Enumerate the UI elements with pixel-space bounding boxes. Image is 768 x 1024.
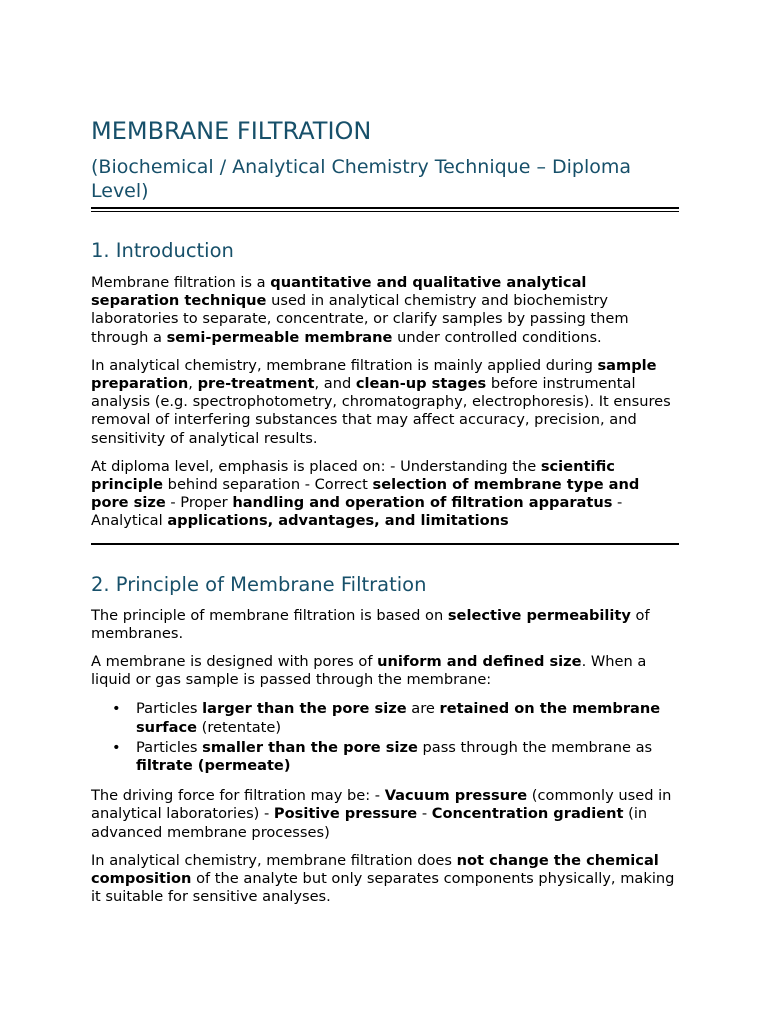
principle-paragraph-2: A membrane is designed with pores of uniform and defined size. When a liquid or gas sample is passed through the membrane: bbox=[91, 653, 647, 689]
title-divider bbox=[91, 207, 679, 212]
principle-paragraph-1: The principle of membrane filtration is based on selective permeability of membranes. bbox=[91, 606, 650, 642]
principle-paragraph-3: The driving force for filtration may be: - Vacuum pressure (commonly used in analytical laboratories) - Positive pressure - Concentration gradient (in advanced membrane processes) bbox=[91, 787, 672, 841]
bold-run: pre-treatment bbox=[197, 375, 315, 393]
bullet-icon: • bbox=[112, 700, 121, 718]
document-content bbox=[91, 116, 679, 906]
document-title: MEMBRANE FILTRATION bbox=[91, 117, 372, 145]
bold-run: not change the chemical composition bbox=[91, 851, 659, 888]
bold-run: selection of membrane type and pore size bbox=[91, 476, 640, 512]
bold-run: handling and operation of filtration apparatus bbox=[232, 494, 613, 512]
intro-paragraph-2: In analytical chemistry, membrane filtration is mainly applied during sample preparation, pre-treatment, and clean-up stages before instrumental analysis (e.g. spectrophotometry, chromatography, electrophoresis). It ensures removal of interfering substances that may affect accuracy, precision, and sensitivity of analytical results. bbox=[91, 356, 671, 447]
section-divider bbox=[91, 543, 679, 545]
bold-run: retained on the membrane surface bbox=[136, 700, 661, 736]
intro-paragraph-1: Membrane filtration is a quantitative and qualitative analytical separation technique used in analytical chemistry and biochemistry laboratories to separate, concentrate, or clarify samples by passing them through a semi-permeable membrane under controlled conditions. bbox=[91, 274, 629, 346]
section-heading-introduction: 1. Introduction bbox=[91, 239, 234, 262]
bold-run: quantitative and qualitative analytical separation technique bbox=[91, 274, 587, 310]
list-item bbox=[91, 700, 679, 736]
bold-run: sample preparation bbox=[91, 356, 657, 393]
bold-run: smaller than the pore size bbox=[202, 738, 418, 756]
particle-list bbox=[91, 700, 679, 775]
list-item-text: Particles larger than the pore size are retained on the membrane surface (retentate) bbox=[136, 700, 661, 736]
list-item-text: Particles smaller than the pore size pass through the membrane as filtrate (permeate) bbox=[136, 738, 653, 775]
bold-run: selective permeability bbox=[447, 606, 631, 624]
bold-run: uniform and defined size bbox=[377, 653, 582, 671]
intro-paragraph-3: At diploma level, emphasis is placed on: - Understanding the scientific principle behind separation - Correct selection of membrane type and pore size - Proper handling and operation of filtration apparatus - Analytical applications, advantages, and limitations bbox=[91, 457, 640, 530]
bold-run: filtrate (permeate) bbox=[136, 757, 291, 775]
section-heading-principle: 2. Principle of Membrane Filtration bbox=[91, 572, 427, 596]
bold-run: Vacuum pressure bbox=[384, 787, 528, 805]
bullet-icon: • bbox=[112, 738, 121, 756]
principle-paragraph-4: In analytical chemistry, membrane filtration does not change the chemical composition of the analyte but only separates components physically, making it suitable for sensitive analyses. bbox=[91, 851, 675, 906]
document-subtitle: (Biochemical / Analytical Chemistry Technique – Diploma Level) bbox=[91, 156, 632, 202]
bold-run: semi-permeable membrane bbox=[166, 328, 393, 346]
list-item bbox=[91, 739, 679, 775]
bold-run: applications, advantages, and limitations bbox=[167, 512, 509, 530]
bold-run: larger than the pore size bbox=[202, 700, 407, 718]
bold-run: Concentration gradient bbox=[431, 805, 624, 823]
bold-run: scientific principle bbox=[91, 457, 615, 494]
bold-run: clean-up stages bbox=[355, 375, 487, 393]
bold-run: Positive pressure bbox=[273, 805, 418, 823]
